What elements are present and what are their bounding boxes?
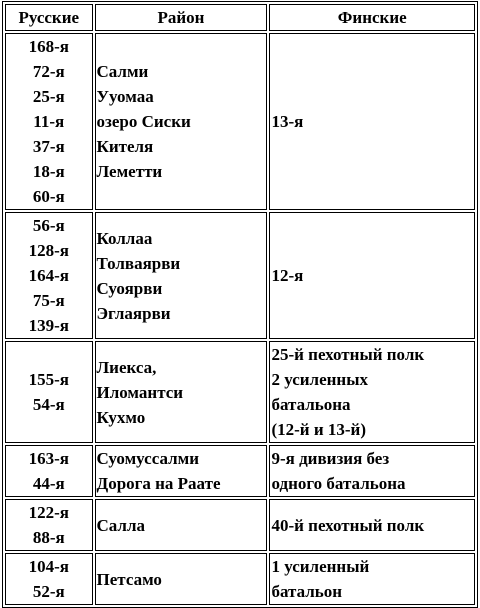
district-name: Иломантси [96,382,184,402]
header-russian: Русские [5,4,93,31]
russian-division: 122-я [28,503,69,522]
finnish-force: 9-я дивизия без [271,449,390,468]
russian-division: 25-я [32,87,65,106]
finnish-force: (12-й и 13-й) [271,420,366,439]
header-row [5,4,475,31]
table-row [5,499,475,551]
district-name: Дорога на Раате [96,474,221,493]
district-name: Салла [96,515,146,535]
russian-divisions-cell [5,212,93,339]
district-cell [95,553,268,605]
russian-division: 56-я [32,216,65,235]
russian-division: 44-я [32,474,65,493]
finnish-forces-cell [269,553,475,605]
russian-divisions-cell [5,499,93,551]
district-cell [95,499,268,551]
district-name: Лиекса, [96,357,157,377]
table-row [5,212,475,339]
russian-divisions-cell [5,445,93,497]
finnish-force: 2 усиленных [271,370,368,389]
russian-divisions-cell [5,341,93,443]
district-name: Коллаа [96,228,153,248]
russian-division: 60-я [32,187,65,206]
table-row [5,445,475,497]
russian-divisions-cell [5,33,93,210]
district-cell [95,212,268,339]
finnish-forces-cell [269,499,475,551]
finnish-force: батальон [271,582,343,601]
russian-division: 11-я [33,112,65,131]
russian-division: 164-я [28,266,69,285]
district-name: Кухмо [96,407,146,427]
russian-division: 163-я [28,449,69,468]
table-row [5,341,475,443]
finnish-force: батальона [271,395,351,414]
document [2,1,478,608]
district-cell [95,341,268,443]
finnish-forces-cell [269,33,475,210]
russian-division: 155-я [28,370,69,389]
russian-division: 128-я [28,241,69,260]
finnish-force: 1 усиленный [271,557,370,576]
finnish-forces-cell [269,341,475,443]
finnish-force: 12-я [271,266,304,285]
russian-division: 168-я [28,37,69,56]
district-name: Петсамо [96,569,162,589]
district-name: Суоярви [96,278,163,298]
finnish-force: 25-й пехотный полк [271,345,425,364]
district-name: Салми [96,62,149,81]
divisions-table [2,1,478,608]
district-name: Эглаярви [96,303,171,323]
russian-division: 18-я [32,162,65,181]
district-name: озеро Сиски [96,112,191,131]
finnish-force: одного батальона [271,474,406,493]
russian-division: 37-я [32,137,65,156]
russian-division: 72-я [32,62,65,81]
russian-division: 88-я [32,528,65,547]
finnish-forces-cell [269,445,475,497]
finnish-force: 13-я [271,112,304,131]
russian-division: 52-я [32,582,65,601]
district-name: Леметти [96,162,163,181]
russian-division: 139-я [28,316,69,335]
russian-divisions-cell [5,553,93,605]
district-name: Кителя [96,137,154,156]
district-name: Суомуссалми [96,449,200,468]
russian-division: 75-я [32,291,65,310]
finnish-forces-cell [269,212,475,339]
district-cell [95,445,268,497]
header-finnish: Финские [269,4,475,31]
table-row [5,553,475,605]
district-name: Ууомаа [96,87,154,106]
table-row [5,33,475,210]
russian-division: 104-я [28,557,69,576]
district-name: Толваярви [96,253,181,273]
russian-division: 54-я [32,395,65,414]
district-cell [95,33,268,210]
finnish-force: 40-й пехотный полк [271,515,425,535]
header-district: Район [95,4,268,31]
